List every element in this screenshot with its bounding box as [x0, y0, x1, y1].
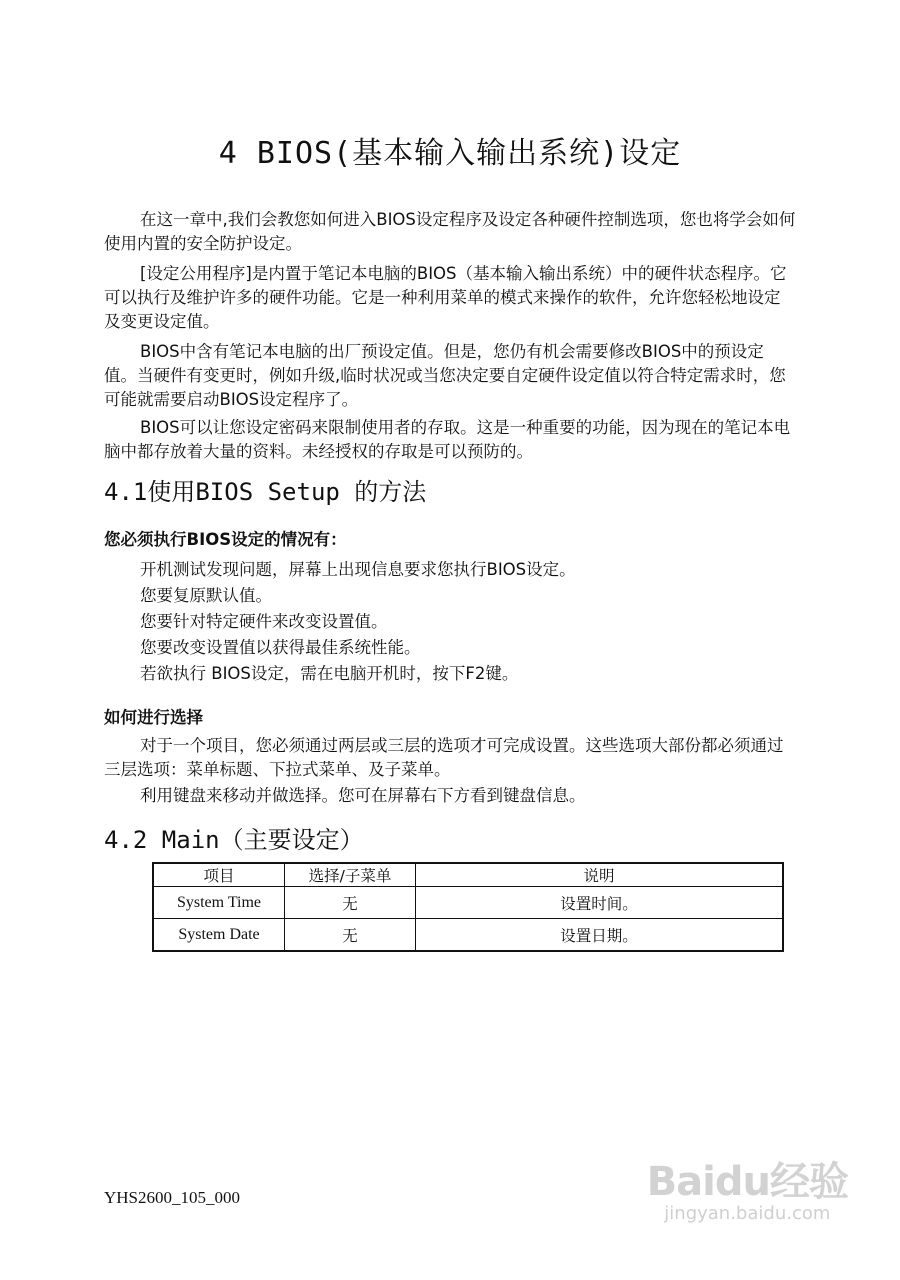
table-cell: 设置日期。 [416, 919, 784, 952]
main-settings-table [152, 862, 784, 952]
section-41-heading: 4.1使用BIOS Setup 的方法 [104, 478, 427, 506]
column-header: 项目 [153, 863, 285, 887]
watermark-logo: Baidu经验 [646, 1159, 848, 1205]
table-header-row [153, 863, 783, 887]
keyboard-paragraph: 利用键盘来移动并做选择。您可在屏幕右下方看到键盘信息。 [140, 786, 586, 805]
intro-paragraph-4: BIOS可以让您设定密码来限制使用者的存取。这是一种重要的功能，因为现在的笔记本电脑中都存放着大量的资料。未经授权的存取是可以预防的。 [104, 418, 791, 461]
column-header: 选择/子菜单 [285, 863, 416, 887]
selection-paragraph: 对于一个项目，您必须通过两层或三层的选项才可完成设置。这些选项大部份都必须通过三层选项：菜单标题、下拉式菜单、及子菜单。 [104, 736, 784, 779]
list-item: 开机测试发现问题，屏幕上出现信息要求您执行BIOS设定。 [140, 560, 576, 579]
table-cell: 无 [285, 919, 416, 952]
intro-paragraph-3: BIOS中含有笔记本电脑的出厂预设定值。但是，您仍有机会需要修改BIOS中的预设定值。当硬件有变更时，例如升级,临时状况或当您决定要自定硬件设定值以符合特定需求时，您可能就需要启动BIOS设定程序了。 [104, 342, 786, 409]
table-cell: System Date [153, 919, 285, 952]
document-footer-code: YHS2600_105_000 [104, 1188, 241, 1207]
table-cell: 无 [285, 887, 416, 919]
page-title: 4 BIOS(基本输入输出系统)设定 [218, 136, 682, 171]
list-item: 若欲执行 BIOS设定，需在电脑开机时，按下F2键。 [140, 664, 519, 683]
watermark-url: jingyan.baidu.com [664, 1203, 831, 1224]
list-item: 您要改变设置值以获得最佳系统性能。 [140, 638, 421, 657]
selection-subheading: 如何进行选择 [104, 708, 203, 727]
table-cell: 设置时间。 [416, 887, 784, 919]
baidu-watermark [647, 1150, 848, 1224]
list-item: 您要复原默认值。 [140, 586, 272, 605]
table-row [153, 887, 783, 919]
table-cell: System Time [153, 887, 285, 919]
section-41-subheading: 您必须执行BIOS设定的情况有： [104, 530, 347, 549]
intro-paragraph-2: [设定公用程序]是内置于笔记本电脑的BIOS（基本输入输出系统）中的硬件状态程序。它可以执行及维护许多的硬件功能。它是一种利用菜单的模式来操作的软件，允许您轻松地设定及变更设定值。 [104, 264, 787, 331]
column-header: 说明 [416, 863, 784, 887]
list-item: 您要针对特定硬件来改变设置值。 [140, 612, 388, 631]
table-row [153, 919, 783, 952]
section-42-heading: 4.2 Main（主要设定） [104, 826, 364, 854]
intro-paragraph-1: 在这一章中,我们会教您如何进入BIOS设定程序及设定各种硬件控制选项，您也将学会如何使用内置的安全防护设定。 [104, 210, 796, 253]
